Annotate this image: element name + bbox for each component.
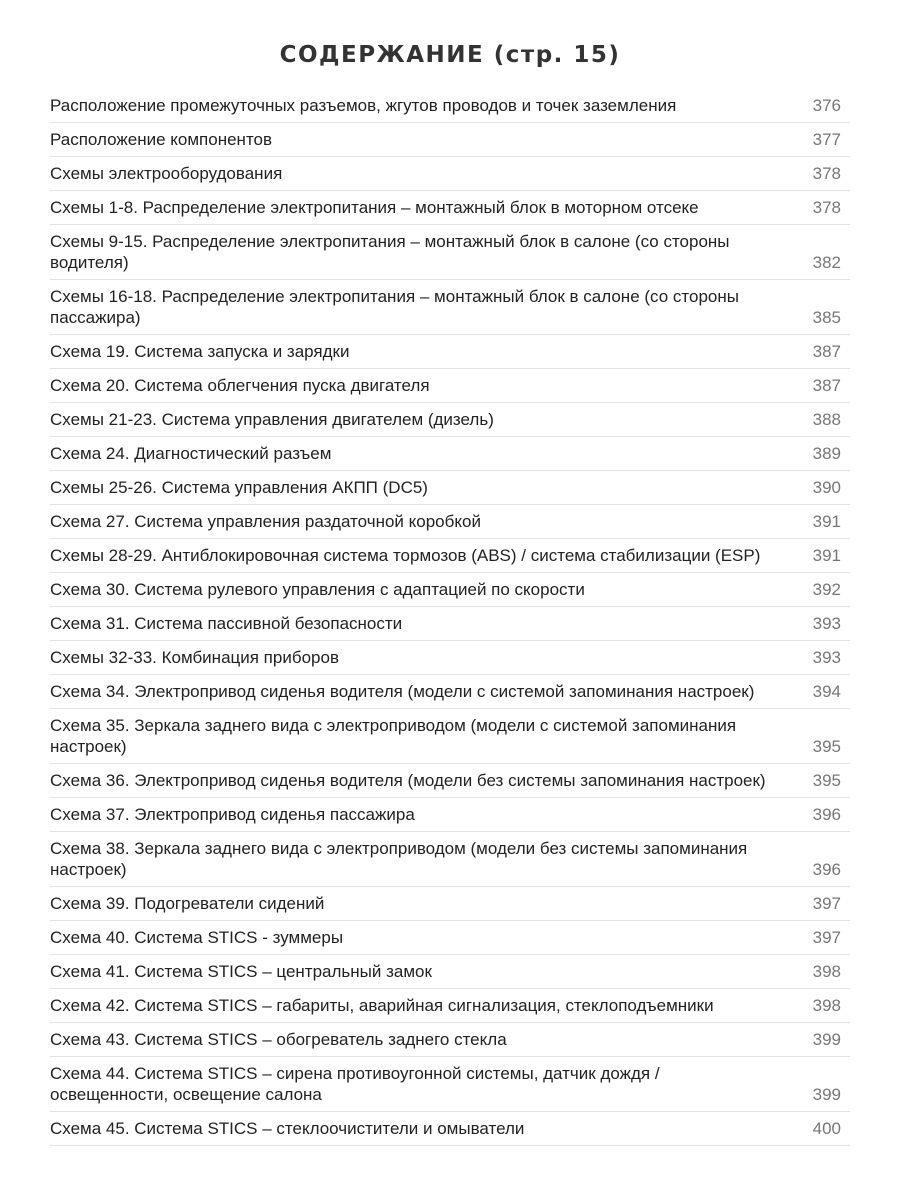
toc-entry-page: 387 bbox=[812, 342, 841, 361]
toc-entry-title[interactable]: Расположение компонентов bbox=[50, 130, 273, 149]
toc-entry-page: 397 bbox=[812, 928, 841, 947]
toc-entry-title[interactable]: Схемы 16-18. Распределение электропитания – монтажный блок в салоне (со стороны пассажира) bbox=[50, 287, 739, 327]
toc-entry-page: 398 bbox=[812, 996, 841, 1015]
toc-entry-title[interactable]: Схема 24. Диагностический разъем bbox=[50, 444, 332, 463]
toc-entry[interactable] bbox=[50, 539, 850, 573]
toc-entry[interactable] bbox=[50, 1112, 850, 1146]
toc-entry[interactable] bbox=[50, 335, 850, 369]
toc-entry[interactable] bbox=[50, 832, 850, 887]
toc-entry-title[interactable]: Схема 34. Электропривод сиденья водителя (модели с системой запоминания настроек) bbox=[50, 682, 755, 701]
toc-entry-title[interactable]: Схемы 25-26. Система управления АКПП (DC5) bbox=[50, 478, 428, 497]
toc-entry-page: 377 bbox=[812, 130, 841, 149]
toc-entry-title[interactable]: Схема 44. Система STICS – сирена противоугонной системы, датчик дождя / освещенности, освещение салона bbox=[50, 1064, 660, 1104]
toc-entry-title[interactable]: Схема 36. Электропривод сиденья водителя (модели без системы запоминания настроек) bbox=[50, 771, 766, 790]
toc-entry[interactable] bbox=[50, 709, 850, 764]
toc-entry-page: 399 bbox=[812, 1085, 841, 1104]
toc-entry-page: 387 bbox=[812, 376, 841, 395]
toc-entry-page: 378 bbox=[812, 198, 841, 217]
toc-entry-title[interactable]: Схема 41. Система STICS – центральный замок bbox=[50, 962, 432, 981]
toc-entry[interactable] bbox=[50, 89, 850, 123]
toc-entry[interactable] bbox=[50, 607, 850, 641]
toc-entry-title[interactable]: Схема 40. Система STICS - зуммеры bbox=[50, 928, 344, 947]
toc-entry-page: 389 bbox=[812, 444, 841, 463]
toc-entry-title[interactable]: Схема 31. Система пассивной безопасности bbox=[50, 614, 403, 633]
toc-entry-page: 399 bbox=[812, 1030, 841, 1049]
toc-entry-page: 397 bbox=[812, 894, 841, 913]
toc-entry[interactable] bbox=[50, 280, 850, 335]
toc-entry-title[interactable]: Схемы 32-33. Комбинация приборов bbox=[50, 648, 339, 667]
toc-entry[interactable] bbox=[50, 573, 850, 607]
toc-entry-page: 393 bbox=[812, 648, 841, 667]
toc-entry-page: 394 bbox=[812, 682, 841, 701]
toc-entry[interactable] bbox=[50, 157, 850, 191]
toc-entry[interactable] bbox=[50, 471, 850, 505]
toc-entry-title[interactable]: Схемы 21-23. Система управления двигателем (дизель) bbox=[50, 410, 494, 429]
toc-entry-title[interactable]: Схема 19. Система запуска и зарядки bbox=[50, 342, 350, 361]
toc-entry-page: 396 bbox=[812, 860, 841, 879]
toc-entry-title[interactable]: Схемы электрооборудования bbox=[50, 164, 283, 183]
toc-entry-page: 396 bbox=[812, 805, 841, 824]
toc-entry-title[interactable]: Схема 39. Подогреватели сидений bbox=[50, 894, 325, 913]
toc-entry-page: 385 bbox=[812, 308, 841, 327]
toc-entry-page: 391 bbox=[812, 546, 841, 565]
toc-entry-title[interactable]: Схема 42. Система STICS – габариты, аварийная сигнализация, стеклоподъемники bbox=[50, 996, 714, 1015]
toc-entry-page: 393 bbox=[812, 614, 841, 633]
toc-entry-title[interactable]: Схема 45. Система STICS – стеклоочистители и омыватели bbox=[50, 1119, 525, 1138]
toc-entry[interactable] bbox=[50, 1023, 850, 1057]
toc-entry[interactable] bbox=[50, 123, 850, 157]
toc-entry-title[interactable]: Схема 27. Система управления раздаточной коробкой bbox=[50, 512, 481, 531]
toc-entry[interactable] bbox=[50, 191, 850, 225]
toc-entry[interactable] bbox=[50, 675, 850, 709]
page-title: СОДЕРЖАНИЕ (стр. 15) bbox=[279, 42, 621, 68]
table-of-contents bbox=[50, 89, 850, 1146]
toc-entry-page: 391 bbox=[812, 512, 841, 531]
toc-entry-title[interactable]: Схема 30. Система рулевого управления с адаптацией по скорости bbox=[50, 580, 585, 599]
toc-entry[interactable] bbox=[50, 887, 850, 921]
toc-entry[interactable] bbox=[50, 764, 850, 798]
toc-entry[interactable] bbox=[50, 641, 850, 675]
toc-entry-page: 376 bbox=[812, 96, 841, 115]
toc-entry-title[interactable]: Схема 20. Система облегчения пуска двигателя bbox=[50, 376, 430, 395]
toc-entry[interactable] bbox=[50, 403, 850, 437]
toc-entry-page: 378 bbox=[812, 164, 841, 183]
toc-entry[interactable] bbox=[50, 955, 850, 989]
toc-entry[interactable] bbox=[50, 505, 850, 539]
toc-entry-page: 398 bbox=[812, 962, 841, 981]
toc-entry-page: 382 bbox=[812, 253, 841, 272]
toc-entry[interactable] bbox=[50, 225, 850, 280]
toc-entry-page: 395 bbox=[812, 771, 841, 790]
toc-entry[interactable] bbox=[50, 437, 850, 471]
toc-entry-page: 395 bbox=[812, 737, 841, 756]
toc-entry-title[interactable]: Схемы 9-15. Распределение электропитания – монтажный блок в салоне (со стороны водителя) bbox=[50, 232, 730, 272]
toc-entry-title[interactable]: Схема 38. Зеркала заднего вида с электроприводом (модели без системы запоминания настроек) bbox=[50, 839, 748, 879]
toc-entry[interactable] bbox=[50, 798, 850, 832]
toc-entry[interactable] bbox=[50, 1057, 850, 1112]
toc-entry-page: 400 bbox=[812, 1119, 841, 1138]
toc-entry-title[interactable]: Схемы 28-29. Антиблокировочная система тормозов (ABS) / система стабилизации (ESP) bbox=[50, 546, 761, 565]
toc-entry-title[interactable]: Схема 37. Электропривод сиденья пассажира bbox=[50, 805, 415, 824]
toc-entry[interactable] bbox=[50, 369, 850, 403]
toc-entry-title[interactable]: Расположение промежуточных разъемов, жгутов проводов и точек заземления bbox=[50, 96, 677, 115]
toc-entry-title[interactable]: Схема 35. Зеркала заднего вида с электроприводом (модели с системой запоминания настроек) bbox=[50, 716, 737, 756]
toc-entry-title[interactable]: Схема 43. Система STICS – обогреватель заднего стекла bbox=[50, 1030, 507, 1049]
toc-entry-page: 392 bbox=[812, 580, 841, 599]
toc-entry[interactable] bbox=[50, 921, 850, 955]
toc-entry[interactable] bbox=[50, 989, 850, 1023]
toc-entry-page: 390 bbox=[812, 478, 841, 497]
toc-entry-page: 388 bbox=[812, 410, 841, 429]
toc-entry-title[interactable]: Схемы 1-8. Распределение электропитания – монтажный блок в моторном отсеке bbox=[50, 198, 699, 217]
